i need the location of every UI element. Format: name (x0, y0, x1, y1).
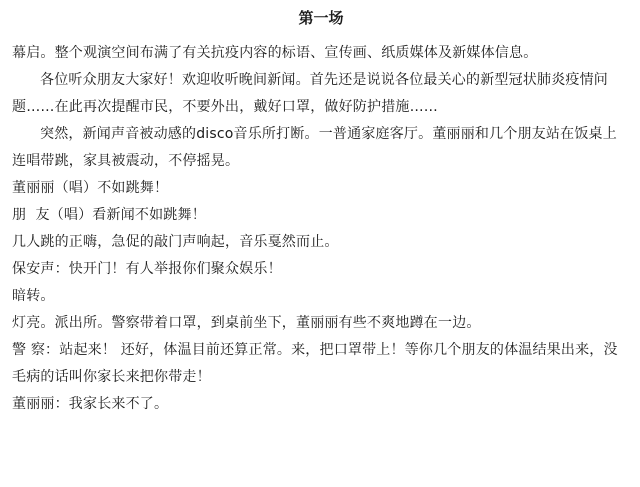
stage-direction-opening: 幕启。整个观演空间布满了有关抗疫内容的标语、宣传画、纸质媒体及新媒体信息。 (12, 45, 538, 61)
stage-direction-police-station: 灯亮。派出所。警察带着口罩，到桌前坐下，董丽丽有些不爽地蹲在一边。 (12, 315, 481, 331)
stage-direction-disco: 突然，新闻声音被动感的disco音乐所打断。一普通家庭客厅。董丽丽和几个朋友站在饭桌上连唱带跳，家具被震动，不停摇晃。 (12, 126, 617, 169)
dialogue-security: 保安声：快开门！有人举报你们聚众娱乐！ (12, 261, 282, 277)
dialogue-dong-lili-sing: 董丽丽（唱）不如跳舞！ (12, 180, 169, 196)
dialogue-friends-sing: 朋 友（唱）看新闻不如跳舞！ (12, 207, 206, 223)
stage-direction-knock: 几人跳的正嗨，急促的敲门声响起，音乐戛然而止。 (12, 234, 339, 250)
news-broadcast: 各位听众朋友大家好！欢迎收听晚间新闻。首先还是说说各位最关心的新型冠状肺炎疫情问题……在此再次提醒市民，不要外出，戴好口罩，做好防护措施…… (12, 72, 608, 115)
dialogue-police: 警 察：站起来！ 还好，体温目前还算正常。来，把口罩带上！等你几个朋友的体温结果出来，没毛病的话叫你家长来把你带走！ (12, 342, 618, 385)
dialogue-dong-lili: 董丽丽：我家长来不了。 (12, 396, 169, 412)
stage-direction-blackout: 暗转。 (12, 288, 55, 304)
scene-title: 第一场 (298, 9, 344, 27)
